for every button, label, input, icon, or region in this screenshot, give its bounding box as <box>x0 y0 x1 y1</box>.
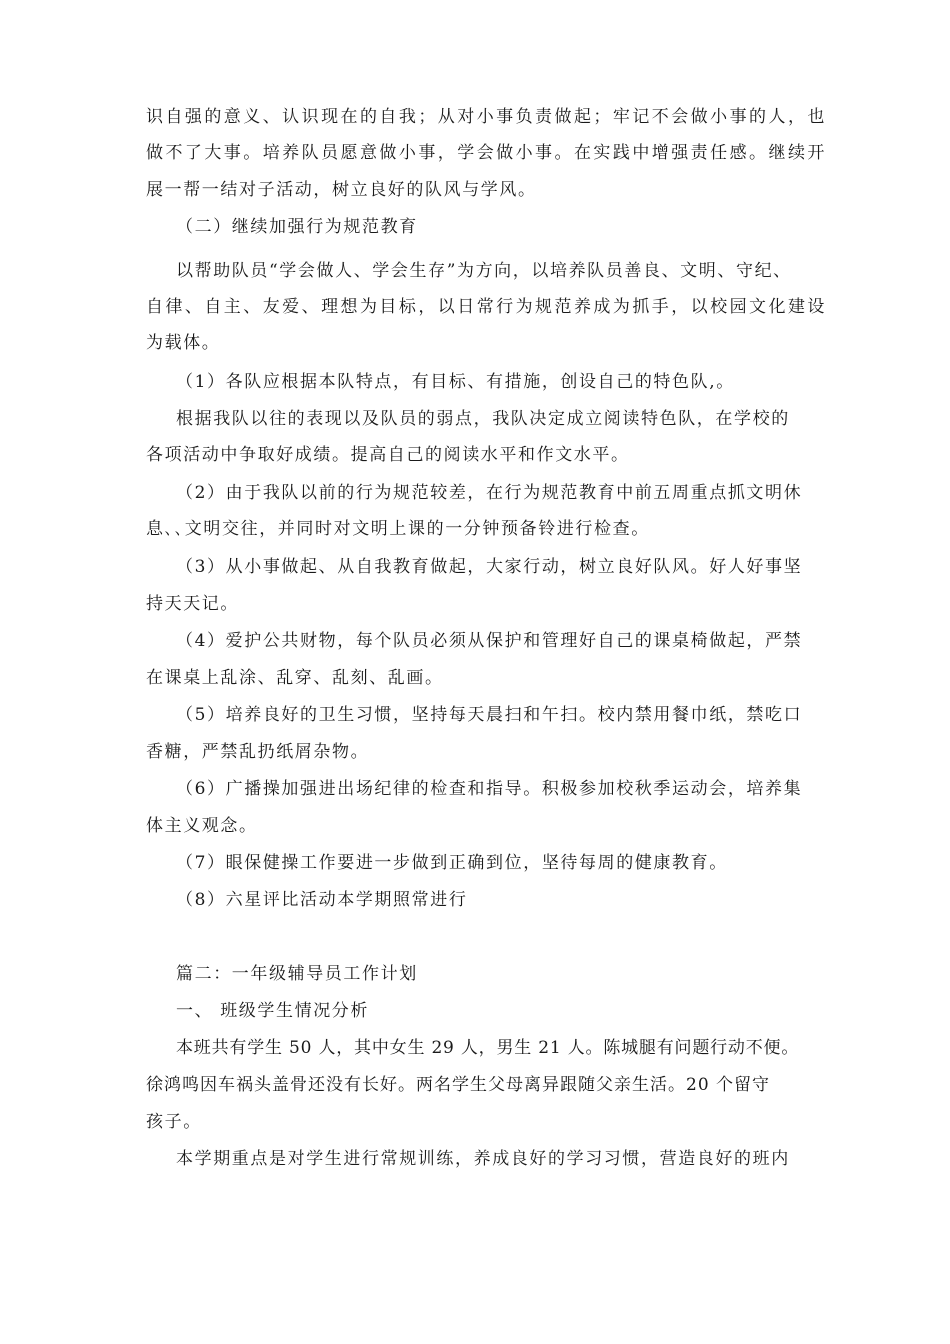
text-line: 各项活动中争取好成绩。提高自己的阅读水平和作文水平。 <box>146 445 630 465</box>
text-line: 息､､文明交往，并同时对文明上课的一分钟预备铃进行检查。 <box>146 519 650 539</box>
list-item: （1）各队应根据本队特点，有目标、有措施，创设自己的特色队,。 <box>176 372 735 392</box>
text-line: 展一帮一结对子活动，树立良好的队风与学风。 <box>146 180 537 200</box>
text-line: 自律、自主、友爱、理想为目标，以日常行为规范养成为抓手，以校园文化建设 <box>146 297 826 317</box>
section-title: 篇二：一年级辅导员工作计划 <box>176 964 418 984</box>
text-line: 香糖，严禁乱扔纸屑杂物。 <box>146 742 370 762</box>
text-line: 孩子。 <box>146 1112 202 1132</box>
text-line: 体主义观念。 <box>146 816 258 836</box>
list-item: （5）培养良好的卫生习惯，坚持每天晨扫和午扫。校内禁用餐巾纸，禁吃口 <box>176 705 803 725</box>
section-heading: （二）继续加强行为规范教育 <box>176 217 418 237</box>
text-line: 识自强的意义、认识现在的自我；从对小事负责做起；牢记不会做小事的人，也 <box>146 107 826 127</box>
text-line: 以帮助队员“学会做人、学会生存”为方向，以培养队员善良、文明、守纪、 <box>176 261 792 281</box>
text-line: 根据我队以往的表现以及队员的弱点，我队决定成立阅读特色队，在学校的 <box>176 409 790 429</box>
list-item: （7）眼保健操工作要进一步做到正确到位，坚待每周的健康教育。 <box>176 853 728 873</box>
list-item: （3）从小事做起、从自我教育做起，大家行动，树立良好队风。好人好事坚 <box>176 557 803 577</box>
text-line: 本学期重点是对学生进行常规训练，养成良好的学习习惯，营造良好的班内 <box>176 1149 790 1169</box>
section-heading: 一、 班级学生情况分析 <box>176 1001 370 1021</box>
text-line: 徐鸿鸣因车祸头盖骨还没有长好。两名学生父母离异跟随父亲生活。20 个留守 <box>146 1075 771 1095</box>
text-line: 在课桌上乱涂、乱穿、乱刻、乱画。 <box>146 668 444 688</box>
text-line: 本班共有学生 50 人，其中女生 29 人，男生 21 人。陈城腿有问题行动不便。 <box>176 1038 800 1058</box>
text-line: 做不了大事。培养队员愿意做小事，学会做小事。在实践中增强责任感。继续开 <box>146 143 826 163</box>
list-item: （4）爱护公共财物，每个队员必须从保护和管理好自己的课桌椅做起，严禁 <box>176 631 803 651</box>
list-item: （6）广播操加强进出场纪律的检查和指导。积极参加校秋季运动会，培养集 <box>176 779 803 799</box>
list-item: （2）由于我队以前的行为规范较差，在行为规范教育中前五周重点抓文明休 <box>176 483 803 503</box>
list-item: （8）六星评比活动本学期照常进行 <box>176 890 468 910</box>
text-line: 为载体。 <box>146 333 221 353</box>
text-line: 持天天记。 <box>146 594 239 614</box>
